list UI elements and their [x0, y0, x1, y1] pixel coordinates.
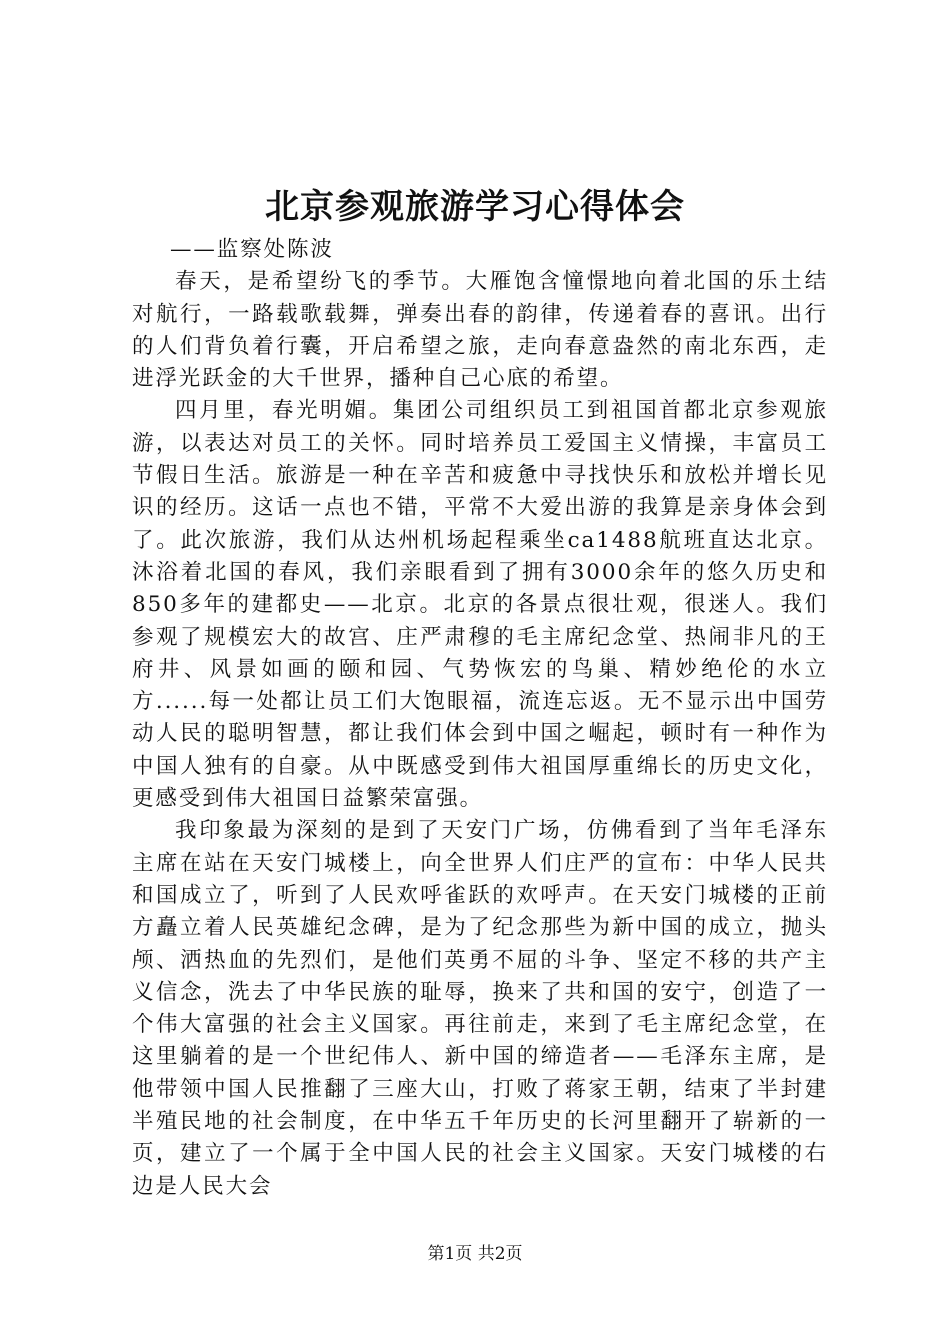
paragraph: 我印象最为深刻的是到了天安门广场，仿佛看到了当年毛泽东主席在站在天安门城楼上，向全世界人们庄严的宣布：中华人民共和国成立了，听到了人民欢呼雀跃的欢呼声。在天安门城楼的正前方矗立着人民英雄纪念碑，是为了纪念那些为新中国的成立，抛头颅、洒热血的先烈们，是他们英勇不屈的斗争、坚定不移的共产主义信念，洗去了中华民族的耻辱，换来了共和国的安宁，创造了一个伟大富强的社会主义国家。再往前走，来到了毛主席纪念堂，在这里躺着的是一个世纪伟人、新中国的缔造者——毛泽东主席，是他带领中国人民推翻了三座大山，打败了蒋家王朝，结束了半封建半殖民地的社会制度，在中华五千年历史的长河里翻开了崭新的一页，建立了一个属于全中国人民的社会主义国家。天安门城楼的右边是人民大会: [132, 818, 828, 1199]
paragraph: 四月里，春光明媚。集团公司组织员工到祖国首都北京参观旅游，以表达对员工的关怀。同时培养员工爱国主义情操，丰富员工节假日生活。旅游是一种在辛苦和疲惫中寻找快乐和放松并增长见识的经历。这话一点也不错，平常不大爱出游的我算是亲身体会到了。此次旅游，我们从达州机场起程乘坐ca1488航班直达北京。沐浴着北国的春风，我们亲眼看到了拥有3000余年的悠久历史和850多年的建都史——北京。北京的各景点很壮观，很迷人。我们参观了规模宏大的故宫、庄严肃穆的毛主席纪念堂、热闹非凡的王府井、风景如画的颐和园、气势恢宏的鸟巢、精妙绝伦的水立方......每一处都让员工们大饱眼福，流连忘返。无不显示出中国劳动人民的聪明智慧，都让我们体会到中国之崛起，顿时有一种作为中国人独有的自豪。从中既感受到伟大祖国厚重绵长的历史文化，更感受到伟大祖国日益繁荣富强。: [132, 398, 828, 812]
byline: ——监察处陈波: [170, 237, 334, 262]
document-title: 北京参观旅游学习心得体会: [265, 187, 685, 227]
paragraph: 春天，是希望纷飞的季节。大雁饱含憧憬地向着北国的乐土结对航行，一路载歌载舞，弹奏出春的韵律，传递着春的喜讯。出行的人们背负着行囊，开启希望之旅，走向春意盎然的南北东西，走进浮光跃金的大千世界，播种自己心底的希望。: [132, 269, 828, 392]
document-body: [132, 234, 828, 1203]
page-footer: 第1页 共2页: [427, 1244, 523, 1264]
